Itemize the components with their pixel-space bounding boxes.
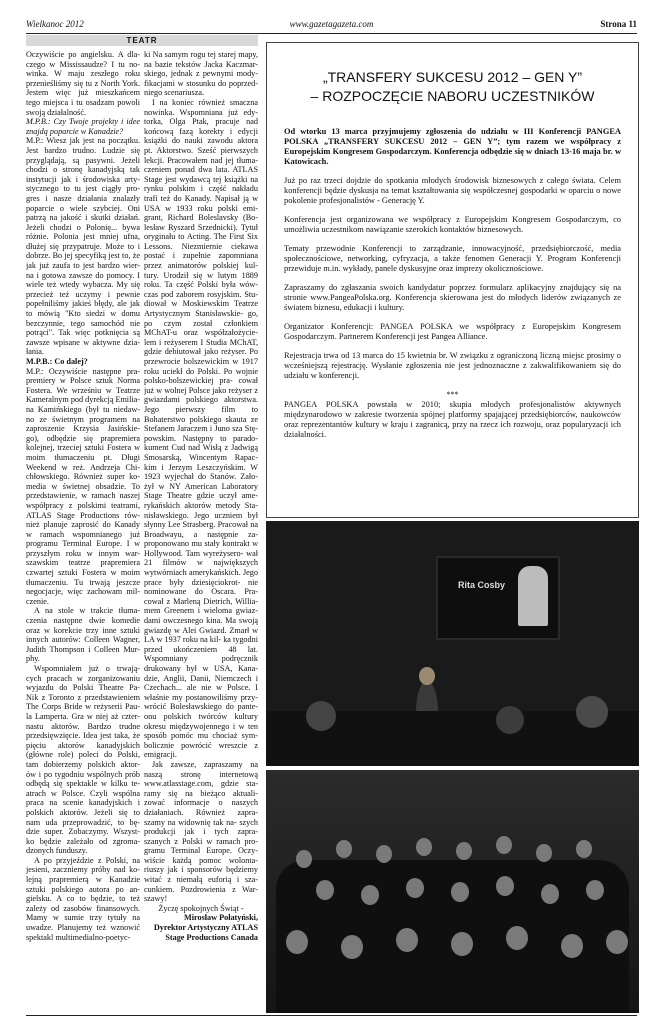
article-column-1	[26, 50, 140, 1012]
page-number: Strona 11	[600, 19, 637, 29]
group-head	[451, 932, 473, 956]
speaker-head	[419, 667, 435, 685]
group-head	[586, 880, 604, 900]
group-head	[456, 842, 472, 860]
audience-head	[576, 696, 608, 728]
issue-label: Wielkanoc 2012	[26, 19, 84, 29]
page-header	[26, 19, 637, 33]
group-head	[396, 928, 418, 952]
conference-photo-stage	[266, 521, 639, 766]
group-head	[316, 880, 334, 900]
site-url[interactable]: www.gazetagazeta.com	[289, 19, 374, 29]
group-head	[536, 844, 552, 862]
group-head	[296, 850, 312, 868]
paragraph: Wspomniałem już o trwają- cych pracach w zorganizowaniu wyjazdu do Polski Theatre Pa- Nik z Toronto z przedstawieniem The Corps Bride w reżyserii Pau- la Lamperta. Gra w niej aż czter- nastu aktorów. Bardzo trudne przedsięwzięcie. Idea jest taka, że pięciu aktorów kanadyjskich (główne role) poleci do Polski, tam dobierzemy polskich aktor- ów i po tygodniu wspólnych prób odbędą się spektakle w kilku te- atrach w Polsce. Czyli wspólna praca na scenie kanadyjskich i polskich aktorów. Jeżeli się to nam uda przeprowadzić, to bę- dzie super. Zobaczymy. Wszyst- ko będzie zależało od zgroma- dzonych funduszy.	[26, 664, 140, 856]
group-head	[406, 878, 424, 898]
footer-rule	[26, 1015, 637, 1016]
group-head	[341, 935, 363, 959]
paragraph: Jak zawsze, zapraszamy na naszą stronę internetową www.atlasstage.com, gdzie sta- ramy się na bieżąco aktuali- zować informacje o naszych działaniach. Również zapra- szamy na widownię tak na- szych produkcji jak i tych zapra- szanych z Polski w ramach pro- gramu Terminal Europe. Oczy- wiście każdą pomoc wolonta- riuszy jak i sponsorów będziemy witać z niemałą euforią i sza- cunkiem. Pozdrowienia z War- szawy!	[144, 759, 258, 904]
conference-announcement	[266, 42, 639, 518]
announcement-paragraph: Organizator Konferencji: PANGEA POLSKA we współpracy z Europejskim Kongresem Gospodarczym. Partnerem Konferencji jest Pangea Alliance.	[284, 322, 621, 341]
group-head	[561, 934, 583, 958]
signature-title: Dyrektor Artystyczny ATLAS	[153, 923, 258, 933]
announcement-paragraph: Tematy przewodnie Konferencji to zarządzanie, innowacyjność, przedsiębiorczość, media społecznościowe, networking, cyfryzacja, a także fenomen Generacji Y. Program Konferencji przewiduje m.in. wykłady, panele dyskusyjne oraz imprezy okolicznościowe.	[284, 244, 621, 273]
separator-stars: ***	[446, 390, 459, 399]
group-head	[416, 838, 432, 856]
announcement-lead: Od wtorku 13 marca przyjmujemy zgłoszenia do udziału w III Konferencji PANGEA POLSKA „TRANSFERY SUKCESU 2012 – GEN Y”; tym razem we współpracy z Europejskim Kongresem Gospodarczym. Konferencja odbędzie się w dniach 13-16 maja br. w Katowicach.	[284, 127, 621, 166]
group-head	[541, 884, 559, 904]
greeting: Życzę spokojnych Świąt -	[158, 903, 244, 913]
header-rule	[26, 33, 637, 34]
conference-group-photo	[266, 770, 639, 1013]
signature-name: Mirosław Połatyński,	[184, 913, 258, 923]
question: M.P.B.: Co dalej?	[26, 357, 88, 366]
announcement-body	[284, 127, 621, 449]
answer: M.P.: Wiesz jak jest na początku. Jest bardzo trudno. Ludzie się przyglądają, są pasywni. Jeżeli chodzi o stronę kanadyjską tak instytucji jak i środowiska arty- stycznego to tu jest ciągły pro- gres i nasze działania znalazły poparcie o wiele szybciej. Oni patrzą na jakość i skutki działań. Jeżeli chodzi o Polonię... bywa różnie. Polonia jest mniej ufna, dłużej się przypatruje. Może to i dobrze. Bo jej specyfiką jest to, że jak już zaufa to jest bardzo wier- na i gotowa zawsze do pomocy. I wiele też wtedy wybacza. My się przecież też uczymy i pewnie popełniliśmy jakieś błędy, ale jak to mówią "Kto siedzi w domu bezczynnie, tego samochód nie potrąci". Tak więc potknięcia są zawsze wpisane w aktywne dzia- łania.	[26, 136, 140, 357]
article-column-2	[144, 50, 258, 1012]
group-head	[376, 845, 392, 863]
group-head	[451, 882, 469, 902]
audience-head	[496, 706, 524, 734]
paragraph: Oczywiście po angielsku. A dla- czego w Mississaudze? I tu no- winka. W maju zeszłego roku przenieśliśmy się tu z North York. Jestem więc już mieszkańcem tego miejsca i tu osadzam powoli swoją działalność.	[26, 50, 140, 117]
signature-org: Stage Productions Canada	[165, 932, 258, 942]
announcement-paragraph: Już po raz trzeci dojdzie do spotkania młodych środowisk biznesowych z całego świata. Celem konferencji będzie dyskusja na temat kształtowania się współczesnej gospodarki w oparciu o nowe pokolenie profesjonalistów - Generację Y.	[284, 176, 621, 205]
paragraph: ki Na samym rogu tej starej mapy, na bazie tekstów Jacka Kaczmar- skiego, jednak z pewnymi mody- fikacjami w stosunku do poprzed- niego scenariusza.	[144, 50, 258, 98]
announcement-paragraph: PANGEA POLSKA powstała w 2010; skupia młodych profesjonalistów aktywnych międzynarodowo w zakresie tworzenia spójnej platformy spajającej przedsiębiorców, naukowców oraz reprezentantów kultury w kraju i zagranicą, przy na rzecz ich rozwoju, oraz popularyzacji ich działalności.	[284, 400, 621, 439]
group-head	[576, 840, 592, 858]
group-head	[496, 836, 512, 854]
group-head	[496, 876, 514, 896]
group-head	[606, 930, 628, 954]
paragraph: A na stole w trakcie tłuma- czenia następne dwie komedie oraz w korekcie trzy inne sztuki innych autorów: Colleen Wagner, Judith Thompson i Colleen Mur- phy.	[26, 606, 140, 664]
screen-caption: Rita Cosby	[458, 580, 506, 590]
question: M.P.B.: Czy Twoje projekty i idee znajdą poparcie w Kanadzie?	[26, 117, 140, 136]
announcement-paragraph: Zapraszamy do zgłaszania swoich kandydatur poprzez formularz aplikacyjny znajdujący się na stronie www.PangeaPolska.org. Konferencja skierowana jest do młodych liderów związanych ze światem biznesu, edukacji i kultury.	[284, 283, 621, 312]
group-head	[506, 926, 528, 950]
announcement-paragraph: Konferencja jest organizowana we współpracy z Europejskim Kongresem Gospodarczym, co umożliwia uczestnikom nawiązanie szerokich kontaktów biznesowych.	[284, 215, 621, 234]
group-head	[336, 840, 352, 858]
audience-head	[306, 701, 336, 731]
announcement-title: „TRANSFERY SUKCESU 2012 – GEN Y”	[322, 69, 583, 85]
projection-screen	[436, 556, 560, 640]
group-head	[361, 885, 379, 905]
announcement-paragraph: Rejestracja trwa od 13 marca do 15 kwietnia br. W związku z ograniczoną liczną miejsc prosimy o wcześniejszą rejestrację. Wysłanie zgłoszenia nie jest jednoznaczne z zakwalifikowaniem się do udziału w konferencji.	[284, 351, 621, 380]
paragraph: I na koniec również smaczna nowinka. Wspomniana już edy- torka, Olga Ptak, pracuje nad końcową fazą korekty i edycji książki do nauki zawodu aktora pt. Aktorstwo. Sześć pierwszych lekcji. Pracowałem nad jej tłuma- czeniem ponad dwa lata. ATLAS Stage jest wydawcą tej książki na rynku polskim i część nakładu trafi też do Kanady. Napisał ją w USA w 1933 roku polski emi- grant, Richard Boleslavsky (Bo- lesław Ryszard Srzednicki). Tytuł oryginału to Acting. The First Six Lessons. Niezmiernie ciekawa postać i zupełnie zapomniana przez animatorów polskiej kul- tury. Urodził się w lutym 1889 roku. Ta część Polski była wów- czas pod zaborem rosyjskim. Stu- diował w Moskiewskim Teatrze Artystycznym Stanisławskie- go, po czym został członkiem MChAT-u oraz współzałożycie- lem i reżyserem I Studia MChAT, gdzie debiutował jako reżyser. Po przewrocie bolszewickim w 1917 roku uciekł do Polski. Po wojnie polsko-bolszewickiej pra- cował już w wolnej Polsce jako reżyser z gwiazdami polskiego aktorstwa. Jego pierwszy film to Bohaterstwo polskiego skauta ze Stefanem Jaraczem i Juno sza Stę- powskim. Następny to parado- kument Cud nad Wisłą z Jadwigą Smosarską, Wincentym Rapac- kim i Jerzym Leszczyńskim. W 1923 wyjechał do Stanów. Zało- żył w NY American Laboratory Stage Theatre gdzie uczył ame- rykańskich aktorów metody Sta- nisławskiego. Jego uczniem był słynny Lee Strasberg. Pracował na Broadwayu, a następnie za- proponowano mu stały kontrakt w Hollywood. Tam wyreżysero- wał 21 filmów w największych wytwórniach amerykańskich. Jego prace były dziesięciokrot- nie nominowane do Oscara. Pra- cował z Marleną Dietrich, Willia- mem Greenem i wieloma gwiaz- dami owczesnego kina. Ma swoją gwiazdę w Alei Gwiazd. Zmarł w LA w 1937 roku na kil- ka tygodni przed ukończeniem 48 lat. Wspomniany podręcznik drukowany był w USA, Kana- dzie, Anglii, Danii, Niemczech i Czechach... ale nie w Polsce. I właśnie my postanowiliśmy przy- wrócić Bolesławskiego do pante- onu polskich twórców kultury okresu międzywojennego i w ten sposób pomóc mu chociaż sym- bolicznie powrócić wreszcie z emigracji.	[144, 97, 258, 760]
paragraph: A po przyjeździe z Polski, na jesieni, zaczniemy próby nad ko- lejną prapremierą w Kanadzie sztuki polskiego autora po an- gielsku. A co to będzie, to też zależy od zasobów finansowych. Mamy w sumie trzy tytuły na uwadze. Planujemy też wznowić spektakl multimedialno-poetyc-	[26, 855, 140, 942]
section-label: TEATR	[26, 35, 258, 46]
speaker-portrait	[518, 566, 548, 626]
group-head	[286, 930, 308, 954]
announcement-subtitle: – ROZPOCZĘCIE NABORU UCZESTNIKÓW	[310, 88, 595, 104]
answer: M.P.: Oczywiście następne pra- premiery w Polsce sztuk Norma Fostera. We wrześniu w Teatrze Kameralnym pod dyrekcją Emilia- na Kamińskiego (był tu niedaw- no ze świetnym programem na zaproszenie Krzysia Jasińskie- go), odbędzie się prapremiera kolejnej, trzeciej sztuki Fostera w moim tłumaczeniu pt. Długi Weekend w reż. Andrzeja Chi- chłowskiego. Również super ko- media w świetnej obsadzie. To przedstawienie, w ramach naszej współpracy z polskimi teatrami, ATLAS Stage Productions rów- nież planuje zaprosić do Kanady w ramach wspomnianego już programu Terminal Europe. I w przyszłym roku w innym war- szawskim teatrze prapremiera czwartej sztuki Fostera w moim tłumaczeniu. Tu trwają jeszcze negocjacje, więc zachowam mil- czenie.	[26, 366, 140, 606]
